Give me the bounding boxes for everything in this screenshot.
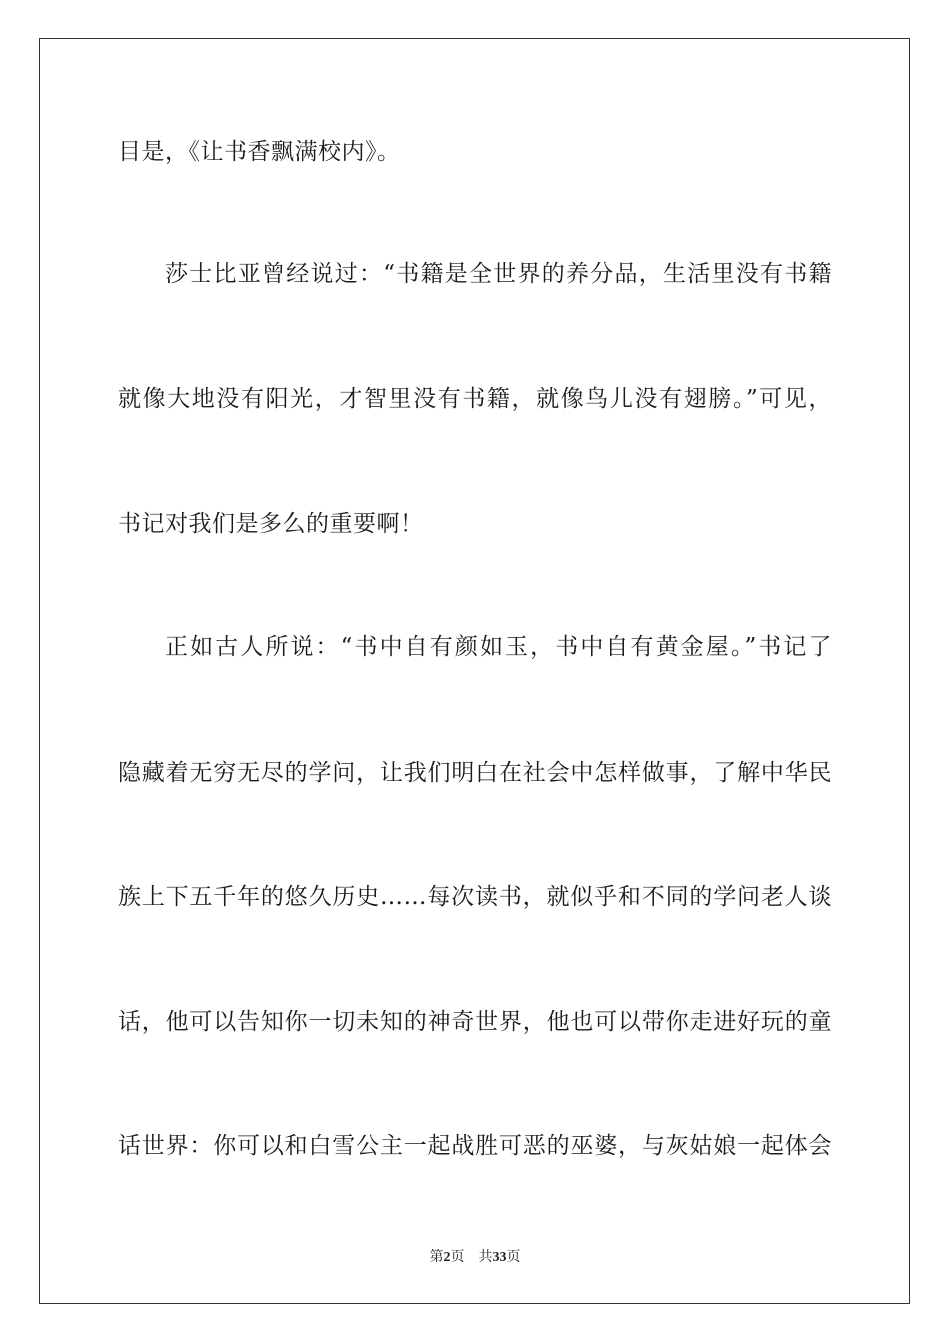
total-pages: 33 [492, 1250, 507, 1265]
page-suffix: 页 [450, 1250, 465, 1265]
page-border [39, 38, 910, 1304]
total-prefix: 共 [478, 1250, 493, 1265]
text-line-5: 正如古人所说：“书中自有颜如玉，书中自有黄金屋。”书记了 [165, 634, 832, 660]
page-footer [0, 1248, 950, 1268]
page-number: 2 [443, 1250, 451, 1265]
text-line-3: 就像大地没有阳光，才智里没有书籍，就像鸟儿没有翅膀。”可见， [118, 386, 832, 412]
text-line-8: 话，他可以告知你一切未知的神奇世界，他也可以带你走进好玩的童 [118, 1009, 832, 1035]
text-line-6: 隐藏着无穷无尽的学问，让我们明白在社会中怎样做事，了解中华民 [118, 760, 832, 786]
page-prefix: 第 [429, 1250, 444, 1265]
total-suffix: 页 [506, 1250, 521, 1265]
text-line-2: 莎士比亚曾经说过：“书籍是全世界的养分品，生活里没有书籍 [165, 261, 832, 287]
text-line-1: 目是，《让书香飘满校内》。 [118, 139, 401, 165]
text-line-9: 话世界：你可以和白雪公主一起战胜可恶的巫婆，与灰姑娘一起体会 [118, 1133, 832, 1159]
text-line-7: 族上下五千年的悠久历史……每次读书，就似乎和不同的学问老人谈 [118, 884, 832, 910]
text-line-4: 书记对我们是多么的重要啊！ [118, 511, 424, 537]
